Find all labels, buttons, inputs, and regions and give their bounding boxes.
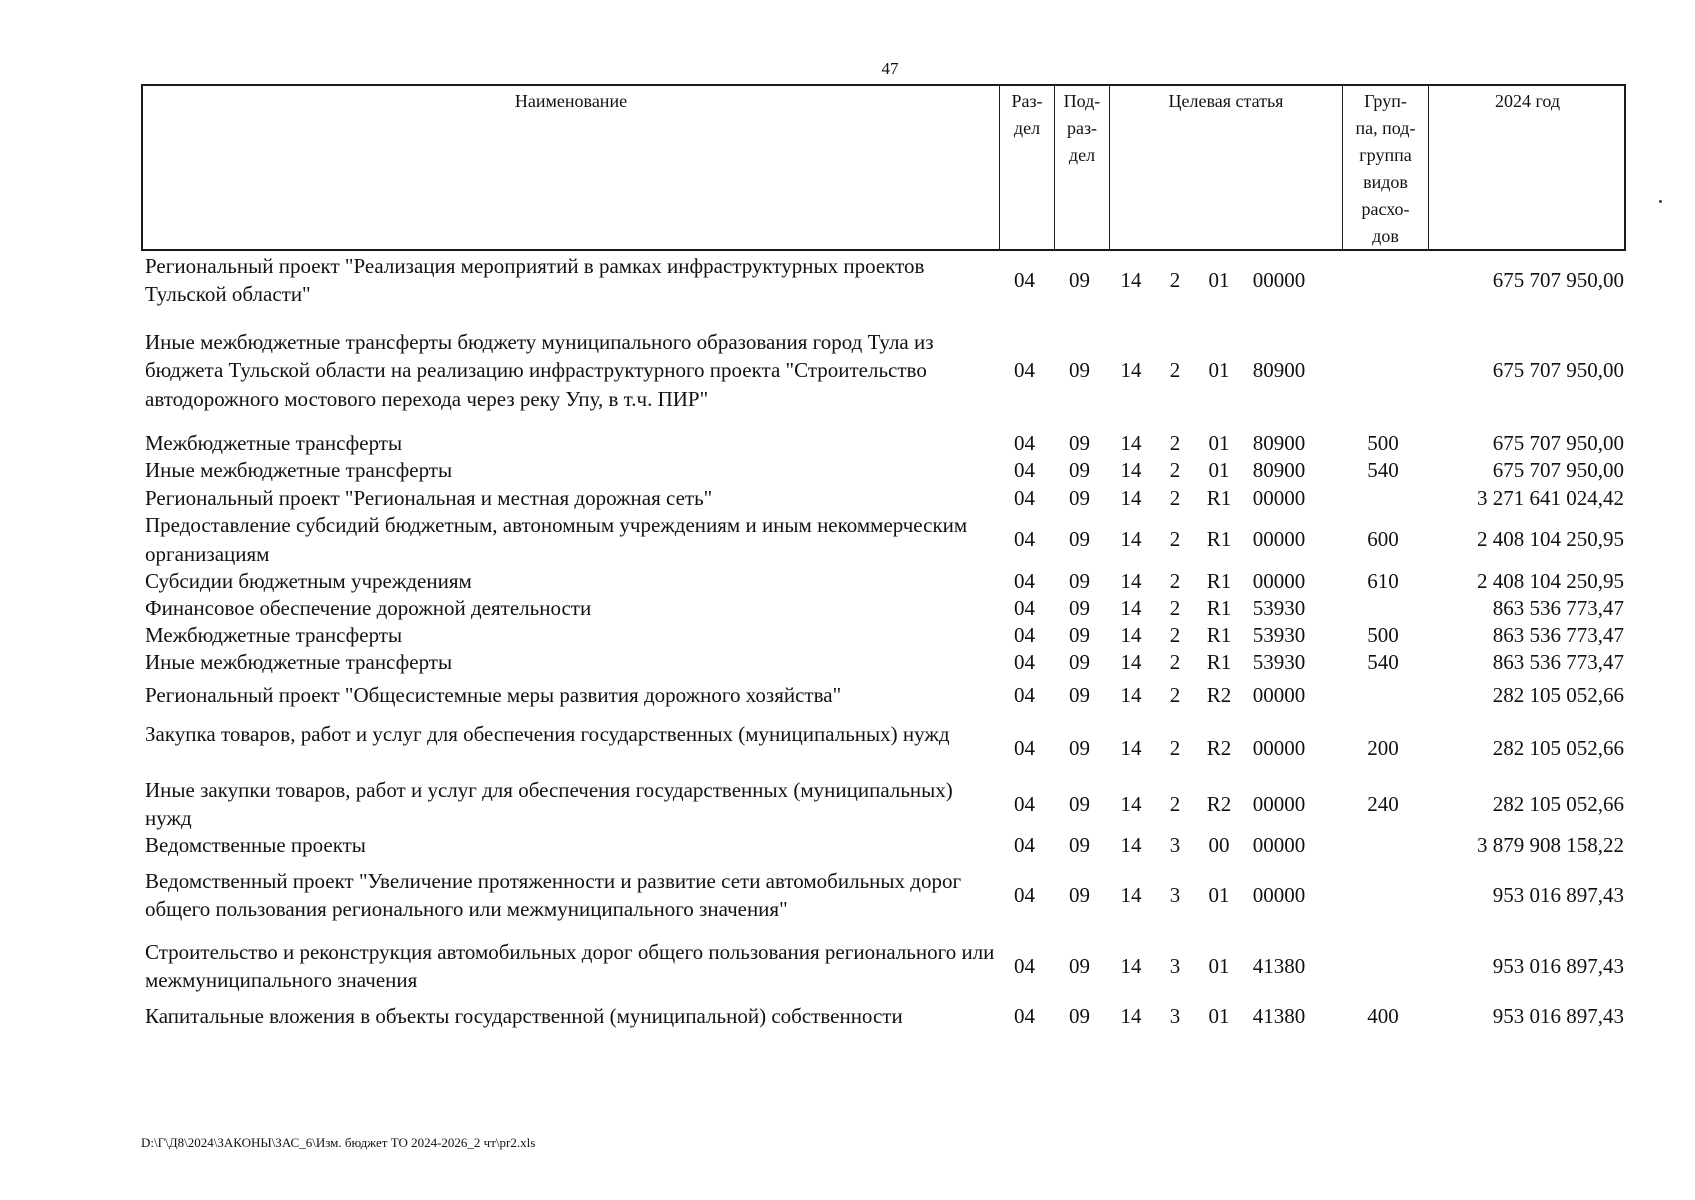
row-cs3: R1: [1206, 595, 1232, 620]
row-cs2: 2: [1169, 682, 1181, 707]
row-cs3: 00: [1208, 832, 1230, 857]
row-cs3: 01: [1208, 457, 1230, 482]
row-amount: 863 536 773,47: [1492, 595, 1624, 620]
row-cs1: 14: [1120, 430, 1142, 455]
table-row: [141, 429, 1626, 456]
row-cs3: R1: [1206, 649, 1232, 674]
row-cs2: 2: [1169, 485, 1181, 510]
row-amount: 675 707 950,00: [1492, 268, 1624, 292]
row-cs2: 2: [1169, 622, 1181, 647]
row-cs4: 53930: [1252, 595, 1306, 620]
row-cs3: 01: [1208, 1003, 1230, 1028]
header-target-label: Целевая статья: [1168, 91, 1284, 111]
row-group: 600: [1367, 527, 1399, 551]
row-razdel: 04: [1014, 358, 1035, 382]
row-podrazdel: 09: [1069, 792, 1090, 816]
row-podrazdel: 09: [1069, 527, 1090, 551]
row-podrazdel: 09: [1069, 682, 1090, 707]
row-name: Ведомственный проект "Увеличение протяженности и развитие сети автомобильных дорог общего пользования регионального или межмуниципального значения": [145, 868, 962, 921]
row-cs4: 53930: [1252, 649, 1306, 674]
table-row: [141, 719, 1626, 777]
table-row: [141, 326, 1626, 414]
row-cs2: 2: [1169, 527, 1181, 551]
table-row: [141, 594, 1626, 621]
row-podrazdel: 09: [1069, 649, 1090, 674]
row-cs1: 14: [1120, 457, 1142, 482]
row-cs4: 80900: [1252, 430, 1306, 455]
row-cs1: 14: [1120, 485, 1142, 510]
row-cs1: 14: [1120, 527, 1142, 551]
row-group: 400: [1367, 1003, 1399, 1028]
row-razdel: 04: [1014, 622, 1035, 647]
row-cs4: 80900: [1252, 457, 1306, 482]
row-podrazdel: 09: [1069, 568, 1090, 593]
table-row: [141, 648, 1626, 675]
row-name: Капитальные вложения в объекты государственной (муниципальной) собственности: [145, 1004, 903, 1028]
row-name: Субсидии бюджетным учреждениям: [145, 569, 472, 593]
row-razdel: 04: [1014, 736, 1035, 760]
file-path-footer: D:\Г\Д8\2024\ЗАКОНЫ\ЗАС_6\Изм. бюджет ТО 2024-2026_2 чт\pr2.xls: [141, 1135, 536, 1150]
row-amount: 675 707 950,00: [1492, 430, 1624, 455]
row-amount: 282 105 052,66: [1492, 736, 1624, 760]
row-amount: 953 016 897,43: [1492, 1003, 1624, 1028]
row-cs4: 00000: [1252, 792, 1306, 816]
row-cs2: 2: [1169, 457, 1181, 482]
row-group: 500: [1367, 430, 1399, 455]
row-cs1: 14: [1120, 595, 1142, 620]
row-amount: 675 707 950,00: [1492, 358, 1624, 382]
row-cs1: 14: [1120, 622, 1142, 647]
table-row: [141, 937, 1626, 995]
row-cs2: 2: [1169, 649, 1181, 674]
row-name: Закупка товаров, работ и услуг для обеспечения государственных (муниципальных) нужд: [145, 721, 950, 746]
header-group: [1342, 86, 1428, 249]
row-cs3: R1: [1206, 622, 1232, 647]
table-row: [141, 1002, 1626, 1029]
row-cs1: 14: [1120, 358, 1142, 382]
row-cs3: R2: [1206, 682, 1232, 707]
row-cs1: 14: [1120, 832, 1142, 857]
row-cs1: 14: [1120, 792, 1142, 816]
row-group: 500: [1367, 622, 1399, 647]
row-cs2: 3: [1169, 832, 1181, 857]
row-cs2: 3: [1169, 954, 1181, 978]
row-cs4: 80900: [1252, 358, 1306, 382]
row-cs1: 14: [1120, 736, 1142, 760]
row-cs4: 00000: [1252, 832, 1306, 857]
row-razdel: 04: [1014, 457, 1035, 482]
header-name: [143, 86, 999, 249]
row-name: Предоставление субсидий бюджетным, автономным учреждениям и иным некоммерческим организациям: [145, 513, 968, 566]
row-cs3: R1: [1206, 485, 1232, 510]
row-cs1: 14: [1120, 649, 1142, 674]
row-cs2: 2: [1169, 358, 1181, 382]
row-cs2: 2: [1169, 568, 1181, 593]
row-amount: 282 105 052,66: [1492, 682, 1624, 707]
row-amount: 953 016 897,43: [1492, 883, 1624, 907]
row-cs3: R2: [1206, 792, 1232, 816]
row-group: 540: [1367, 649, 1399, 674]
row-cs4: 00000: [1252, 527, 1306, 551]
scan-speck: [1659, 200, 1662, 203]
table-row: [141, 621, 1626, 648]
row-cs3: 01: [1208, 268, 1230, 292]
table-row: [141, 567, 1626, 594]
row-podrazdel: 09: [1069, 268, 1090, 292]
row-razdel: 04: [1014, 595, 1035, 620]
row-razdel: 04: [1014, 832, 1035, 857]
row-name: Иные межбюджетные трансферты бюджету муниципального образования город Тула из бюджета Тульской области на реализацию инфраструктурного проекта "Строительство автодорожного мостового перехода через реку Упу, в т.ч. ПИР": [145, 329, 934, 411]
table-row: [141, 831, 1626, 858]
table-row: [141, 681, 1626, 708]
row-group: 610: [1367, 568, 1399, 593]
header-year: [1428, 86, 1626, 249]
row-group: 540: [1367, 457, 1399, 482]
row-razdel: 04: [1014, 792, 1035, 816]
row-amount: 3 271 641 024,42: [1477, 485, 1624, 510]
table-header: [141, 84, 1626, 251]
row-name: Иные межбюджетные трансферты: [145, 650, 453, 674]
table-row: [141, 251, 1626, 309]
row-cs3: R2: [1206, 736, 1232, 760]
header-razdel: [999, 86, 1054, 249]
row-razdel: 04: [1014, 954, 1035, 978]
row-amount: 953 016 897,43: [1492, 954, 1624, 978]
row-razdel: 04: [1014, 883, 1035, 907]
row-razdel: 04: [1014, 682, 1035, 707]
row-razdel: 04: [1014, 485, 1035, 510]
row-name: Строительство и реконструкция автомобильных дорог общего пользования регионального или межмуниципального значения: [145, 939, 995, 992]
row-cs2: 2: [1169, 595, 1181, 620]
row-podrazdel: 09: [1069, 954, 1090, 978]
row-podrazdel: 09: [1069, 883, 1090, 907]
header-podrazdel: [1054, 86, 1109, 249]
row-cs3: 01: [1208, 883, 1230, 907]
table-row: [141, 484, 1626, 511]
row-razdel: 04: [1014, 568, 1035, 593]
row-cs4: 00000: [1252, 568, 1306, 593]
table-row: [141, 775, 1626, 833]
row-cs2: 3: [1169, 1003, 1181, 1028]
row-cs1: 14: [1120, 268, 1142, 292]
row-razdel: 04: [1014, 430, 1035, 455]
row-cs3: 01: [1208, 358, 1230, 382]
row-name: Региональный проект "Общесистемные меры развития дорожного хозяйства": [145, 683, 842, 707]
row-amount: 2 408 104 250,95: [1477, 527, 1624, 551]
header-target: [1109, 86, 1342, 249]
row-name: Иные межбюджетные трансферты: [145, 458, 453, 482]
row-cs4: 41380: [1252, 1003, 1306, 1028]
row-cs4: 00000: [1252, 883, 1306, 907]
row-cs4: 00000: [1252, 268, 1306, 292]
row-cs4: 00000: [1252, 736, 1306, 760]
row-group: 240: [1367, 792, 1399, 816]
row-podrazdel: 09: [1069, 358, 1090, 382]
row-amount: 2 408 104 250,95: [1477, 568, 1624, 593]
row-amount: 863 536 773,47: [1492, 649, 1624, 674]
row-cs4: 53930: [1252, 622, 1306, 647]
row-cs2: 3: [1169, 883, 1181, 907]
header-name-label: Наименование: [514, 91, 628, 111]
table-row: [141, 456, 1626, 483]
row-cs2: 2: [1169, 792, 1181, 816]
row-cs3: 01: [1208, 430, 1230, 455]
row-cs3: R1: [1206, 568, 1232, 593]
row-amount: 282 105 052,66: [1492, 792, 1624, 816]
row-cs1: 14: [1120, 954, 1142, 978]
row-name: Иные закупки товаров, работ и услуг для обеспечения государственных (муниципальных) нужд: [145, 777, 953, 830]
row-razdel: 04: [1014, 1003, 1035, 1028]
row-amount: 675 707 950,00: [1492, 457, 1624, 482]
header-year-label: 2024 год: [1494, 91, 1561, 111]
row-cs1: 14: [1120, 682, 1142, 707]
row-name: Межбюджетные трансферты: [145, 431, 403, 455]
row-podrazdel: 09: [1069, 832, 1090, 857]
row-group: 200: [1367, 736, 1399, 760]
table-row: [141, 511, 1626, 567]
row-cs1: 14: [1120, 568, 1142, 593]
row-amount: 863 536 773,47: [1492, 622, 1624, 647]
row-cs2: 2: [1169, 268, 1181, 292]
header-podrazdel-label: Под- раз- дел: [1063, 91, 1101, 165]
row-cs3: R1: [1206, 527, 1232, 551]
row-name: Ведомственные проекты: [145, 833, 366, 857]
row-podrazdel: 09: [1069, 595, 1090, 620]
row-podrazdel: 09: [1069, 1003, 1090, 1028]
row-amount: 3 879 908 158,22: [1477, 832, 1624, 857]
row-razdel: 04: [1014, 527, 1035, 551]
header-razdel-label: Раз- дел: [1011, 91, 1043, 138]
row-podrazdel: 09: [1069, 430, 1090, 455]
row-podrazdel: 09: [1069, 622, 1090, 647]
row-name: Региональный проект "Региональная и местная дорожная сеть": [145, 486, 713, 510]
row-cs4: 00000: [1252, 682, 1306, 707]
row-cs1: 14: [1120, 1003, 1142, 1028]
row-razdel: 04: [1014, 649, 1035, 674]
row-name: Региональный проект "Реализация мероприятий в рамках инфраструктурных проектов Тульской области": [145, 253, 925, 306]
row-name: Межбюджетные трансферты: [145, 623, 403, 647]
row-cs4: 00000: [1252, 485, 1306, 510]
row-podrazdel: 09: [1069, 736, 1090, 760]
header-group-label: Груп- па, под- группа видов расхо- дов: [1355, 91, 1416, 246]
row-podrazdel: 09: [1069, 457, 1090, 482]
row-cs4: 41380: [1252, 954, 1306, 978]
table-row: [141, 866, 1626, 924]
row-cs2: 2: [1169, 736, 1181, 760]
row-razdel: 04: [1014, 268, 1035, 292]
row-cs1: 14: [1120, 883, 1142, 907]
row-podrazdel: 09: [1069, 485, 1090, 510]
row-name: Финансовое обеспечение дорожной деятельности: [145, 596, 592, 620]
row-cs2: 2: [1169, 430, 1181, 455]
row-cs3: 01: [1208, 954, 1230, 978]
page-number: 47: [881, 59, 899, 78]
